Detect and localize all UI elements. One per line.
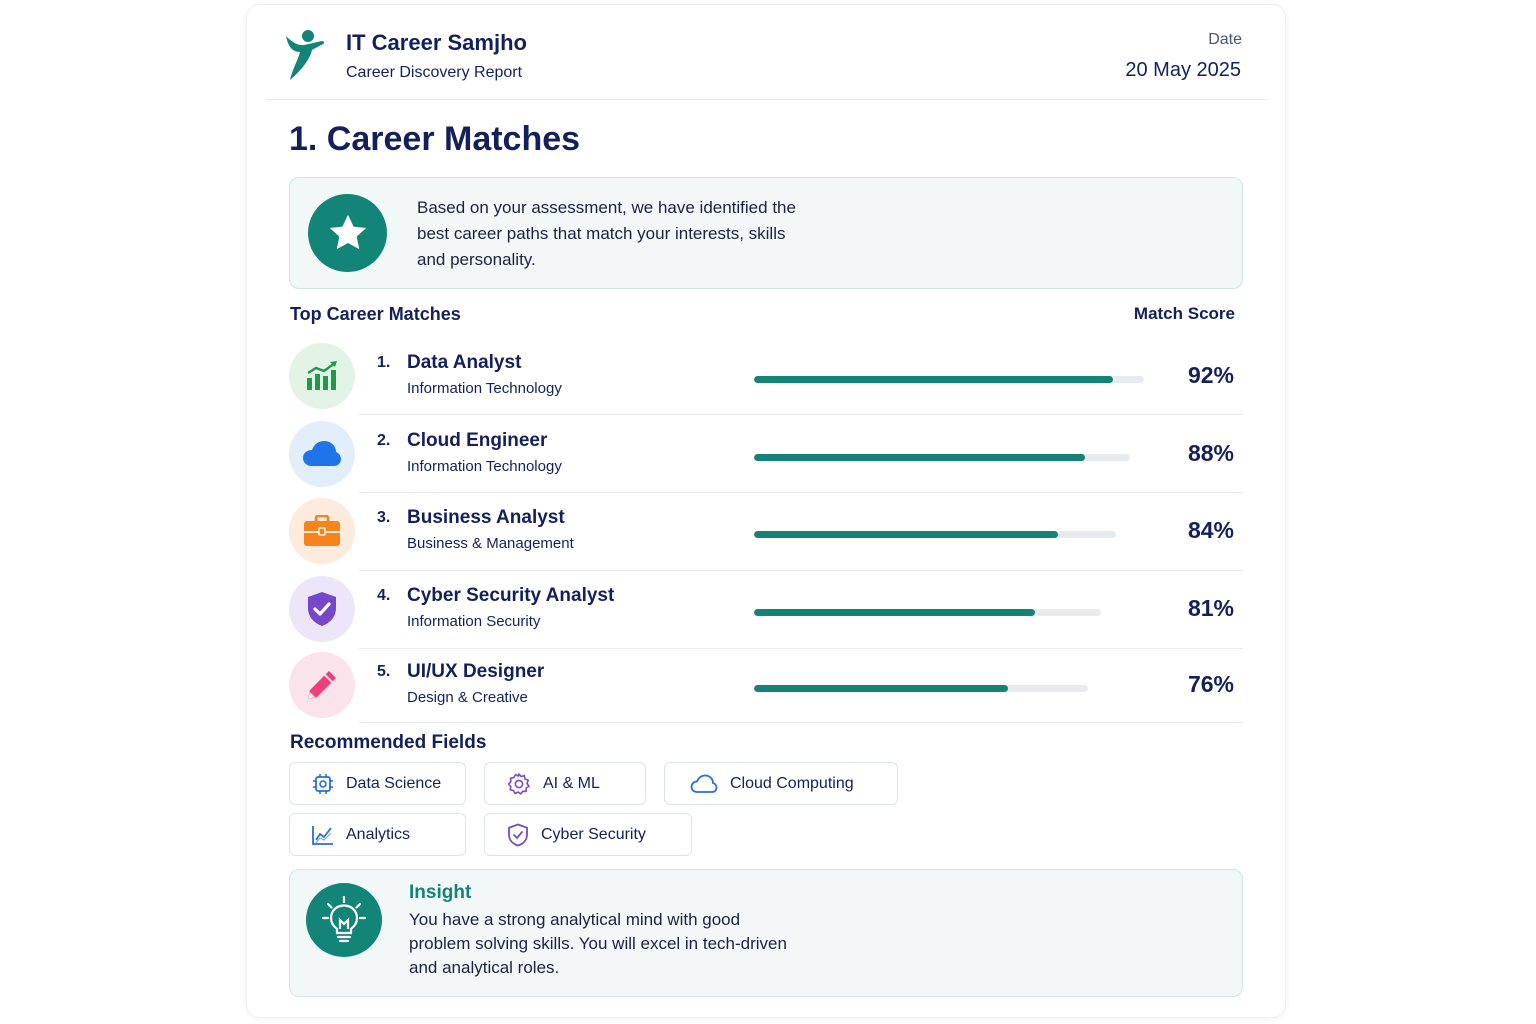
career-field: Information Security xyxy=(407,613,541,630)
intro-text: Based on your assessment, we have identified the best career paths that match your interests, skills and personality. xyxy=(417,198,796,269)
career-field: Design & Creative xyxy=(407,689,528,706)
career-row[interactable] xyxy=(289,421,1243,487)
chip-label: Data Science xyxy=(346,774,442,792)
chip-analytics[interactable] xyxy=(289,813,466,856)
career-title: Business Analyst xyxy=(407,507,565,528)
score-bar-fill xyxy=(754,685,1008,692)
match-score: 88% xyxy=(1187,440,1234,466)
match-score: 76% xyxy=(1187,671,1234,697)
match-score-heading: Match Score xyxy=(1133,304,1235,323)
score-bar-track xyxy=(754,531,1116,538)
briefcase-icon xyxy=(289,498,355,564)
row-divider xyxy=(359,414,1243,415)
career-field: Information Technology xyxy=(407,458,562,475)
row-divider xyxy=(359,648,1243,649)
chip-ai-ml[interactable] xyxy=(484,762,646,805)
career-row[interactable] xyxy=(289,576,1243,642)
rank-number: 3. xyxy=(377,509,391,526)
insight-title: Insight xyxy=(409,882,472,903)
score-bar-track xyxy=(754,376,1144,383)
career-field: Business & Management xyxy=(407,535,574,552)
chip-cloud-computing[interactable] xyxy=(664,762,898,805)
chip-data-science[interactable] xyxy=(289,762,466,805)
score-bar-track xyxy=(754,454,1130,461)
career-title: Cyber Security Analyst xyxy=(407,585,615,606)
career-row[interactable] xyxy=(289,652,1243,718)
star-icon xyxy=(308,194,387,272)
chip-cyber-security[interactable] xyxy=(484,813,692,856)
gear-icon xyxy=(507,772,531,796)
rank-number: 5. xyxy=(377,663,391,680)
rank-number: 1. xyxy=(377,354,391,371)
brand-title: IT Career Samjho xyxy=(346,30,527,55)
cloud-outline-icon xyxy=(690,774,718,794)
logo-icon xyxy=(282,28,328,82)
career-field: Information Technology xyxy=(407,380,562,397)
row-divider xyxy=(359,492,1243,493)
career-title: Cloud Engineer xyxy=(407,430,548,451)
score-bar-track xyxy=(754,685,1088,692)
score-bar-fill xyxy=(754,376,1113,383)
score-bar-fill xyxy=(754,609,1035,616)
row-divider xyxy=(359,722,1243,723)
match-score: 92% xyxy=(1187,362,1234,388)
section-title: 1. Career Matches xyxy=(289,120,581,158)
insight-text: You have a strong analytical mind with good problem solving skills. You will excel in tech-driven and analytical roles. xyxy=(409,910,787,977)
match-score: 84% xyxy=(1187,517,1234,543)
cloud-icon xyxy=(289,421,355,487)
chip-label: Analytics xyxy=(346,825,411,843)
chip-label: Cyber Security xyxy=(541,825,646,843)
career-title: Data Analyst xyxy=(407,352,522,373)
lightbulb-icon xyxy=(306,883,382,957)
score-bar-fill xyxy=(754,454,1085,461)
rank-number: 4. xyxy=(377,587,391,604)
rank-number: 2. xyxy=(377,432,391,449)
career-title: UI/UX Designer xyxy=(407,661,545,682)
score-bar-fill xyxy=(754,531,1058,538)
recommended-fields-heading: Recommended Fields xyxy=(290,732,487,753)
match-score: 81% xyxy=(1187,595,1234,621)
header-divider xyxy=(266,99,1268,100)
chip-label: AI & ML xyxy=(543,774,600,792)
chip-label: Cloud Computing xyxy=(730,774,854,792)
date-label: Date xyxy=(1208,31,1242,48)
line-chart-icon xyxy=(312,825,334,845)
shield-check-icon xyxy=(289,576,355,642)
pencil-icon xyxy=(289,652,355,718)
score-bar-track xyxy=(754,609,1101,616)
top-matches-heading: Top Career Matches xyxy=(290,304,461,324)
shield-outline-icon xyxy=(507,823,529,847)
career-row[interactable] xyxy=(289,498,1243,564)
chart-bars-icon xyxy=(289,343,355,409)
career-row[interactable] xyxy=(289,343,1243,409)
brand-subtitle: Career Discovery Report xyxy=(346,64,523,81)
row-divider xyxy=(359,570,1243,571)
date-value: 20 May 2025 xyxy=(1125,59,1241,81)
data-science-icon xyxy=(312,773,334,795)
